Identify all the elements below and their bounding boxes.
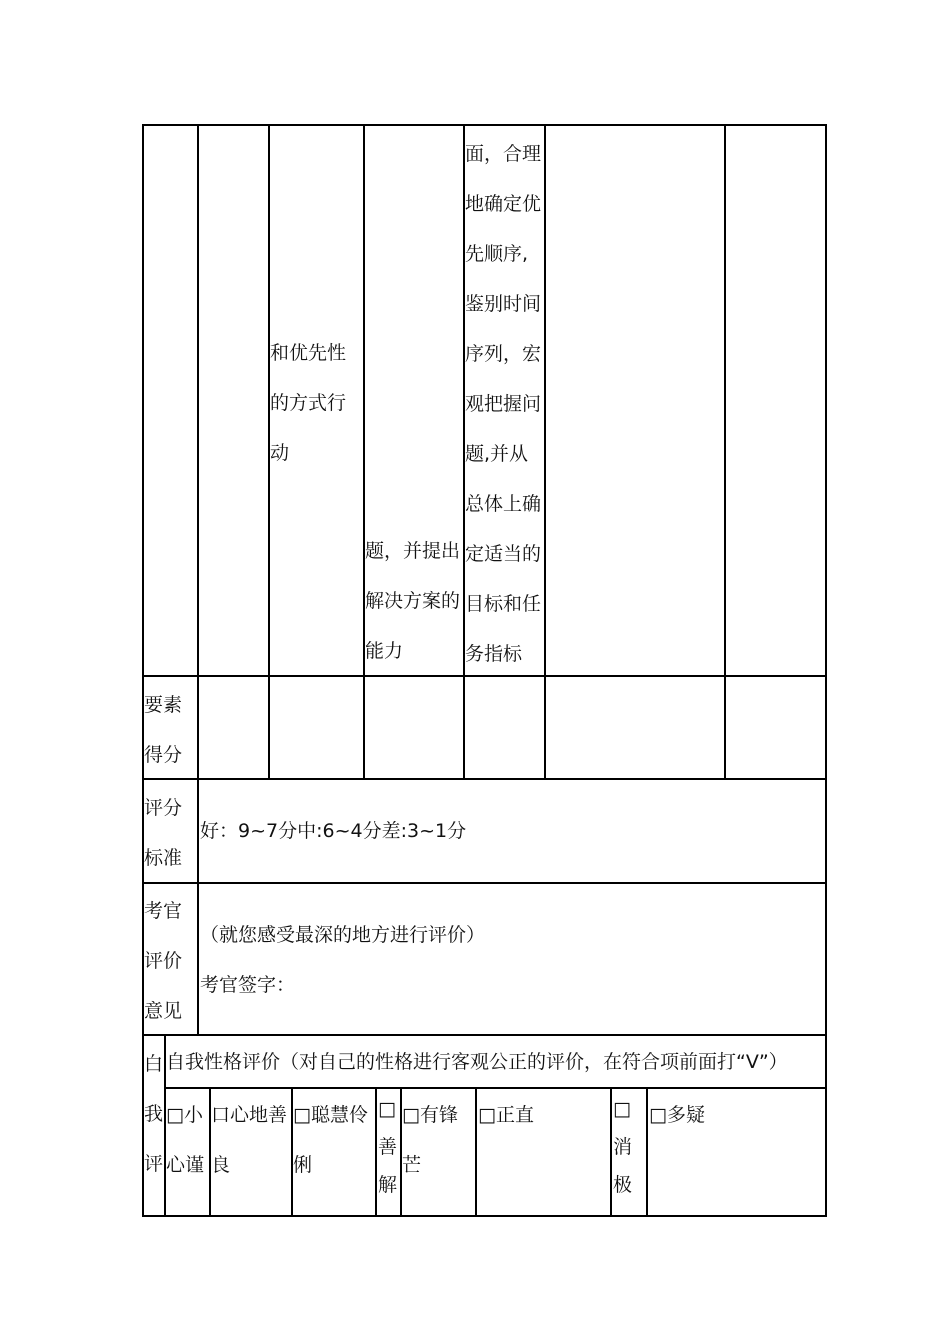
text-line: 口心地善 [211, 1104, 288, 1126]
self-eval-col-divider-6 [610, 1087, 612, 1216]
text-line: 鉴别时间 [465, 293, 542, 315]
text-line: 评 [144, 1153, 164, 1175]
text-line: 和优先性 [270, 342, 347, 364]
examiner-signature-label: 考官签字： [200, 974, 296, 996]
row-divider-5 [164, 1087, 827, 1089]
text-line: 要素 [144, 694, 183, 716]
text-line: 得分 [144, 744, 183, 766]
text-line: □ [378, 1098, 396, 1120]
text-line: 序列，宏 [465, 343, 542, 365]
text-line: 观把握问 [465, 393, 542, 415]
option-suspicious[interactable] [649, 1090, 705, 1140]
text-line: 题,并从 [465, 443, 529, 465]
text-line: 定适当的 [465, 543, 542, 565]
text-line: 考官 [144, 900, 183, 922]
text-line: 芒 [402, 1154, 422, 1176]
text-line: □ [613, 1098, 631, 1120]
scoring-criteria-text: 好：9~7分中:6~4分差:3~1分 [200, 820, 467, 842]
scoring-criteria-label [144, 783, 182, 883]
text-line: 评价 [144, 950, 183, 972]
text-line: 务指标 [465, 643, 523, 665]
text-line: □正直 [478, 1104, 534, 1126]
option-careful[interactable] [166, 1090, 204, 1190]
text-line: □小 [166, 1104, 203, 1126]
option-understanding[interactable] [378, 1090, 397, 1204]
text-line: 面，合理 [465, 143, 542, 165]
text-line: 动 [270, 442, 290, 464]
examiner-instruction: （就您感受最深的地方进行评价） [200, 924, 486, 946]
col-divider-1 [197, 124, 199, 1034]
competency-description-cell [465, 129, 541, 679]
col-divider-3 [363, 124, 365, 779]
self-eval-col-divider-7 [646, 1087, 648, 1216]
text-line: 消 [613, 1136, 633, 1158]
text-line: 标准 [144, 847, 183, 869]
element-score-label [144, 680, 182, 780]
table-border-bottom [142, 1215, 827, 1217]
text-line: □多疑 [649, 1104, 705, 1126]
text-line: 解决方案的 [365, 590, 461, 612]
text-line: □有锋 [402, 1104, 458, 1126]
text-line: 良 [211, 1154, 231, 1176]
col-divider-5 [544, 124, 546, 779]
option-negative[interactable] [613, 1090, 632, 1204]
text-line: 评分 [144, 797, 183, 819]
text-line: 白 [144, 1053, 164, 1075]
text-line: 极 [613, 1174, 633, 1196]
self-eval-col-divider-3 [375, 1087, 377, 1216]
text-line: 意见 [144, 1000, 183, 1022]
option-clever[interactable] [293, 1090, 368, 1190]
text-line: 解 [378, 1174, 398, 1196]
text-line: 总体上确 [465, 493, 542, 515]
text-line: 我 [144, 1103, 164, 1125]
text-line: 目标和任 [465, 593, 542, 615]
text-line: 善 [378, 1136, 398, 1158]
competency-behavior-cell [270, 328, 346, 478]
text-line: 心谨 [166, 1154, 205, 1176]
self-evaluation-header: 自我性格评价（对自己的性格进行客观公正的评价，在符合项前面打“V”） [166, 1051, 788, 1073]
text-line: 能力 [365, 640, 404, 662]
text-line: 地确定优 [465, 193, 542, 215]
table-border-right [825, 124, 827, 1216]
text-line: 先顺序, [465, 243, 529, 265]
row-divider-4 [142, 1034, 827, 1036]
option-kind-hearted[interactable] [211, 1090, 287, 1190]
col-divider-6 [724, 124, 726, 779]
row-divider-3 [142, 882, 827, 884]
examiner-opinion-label [144, 886, 182, 1036]
text-line: □聪慧伶 [293, 1104, 368, 1126]
competency-ability-cell [365, 526, 460, 676]
self-eval-col-divider-5 [475, 1087, 477, 1216]
self-evaluation-label [144, 1039, 163, 1189]
option-upright[interactable] [478, 1090, 534, 1140]
text-line: 的方式行 [270, 392, 347, 414]
text-line: 题，并提出 [365, 540, 461, 562]
option-sharp[interactable] [402, 1090, 458, 1190]
text-line: 俐 [293, 1154, 313, 1176]
